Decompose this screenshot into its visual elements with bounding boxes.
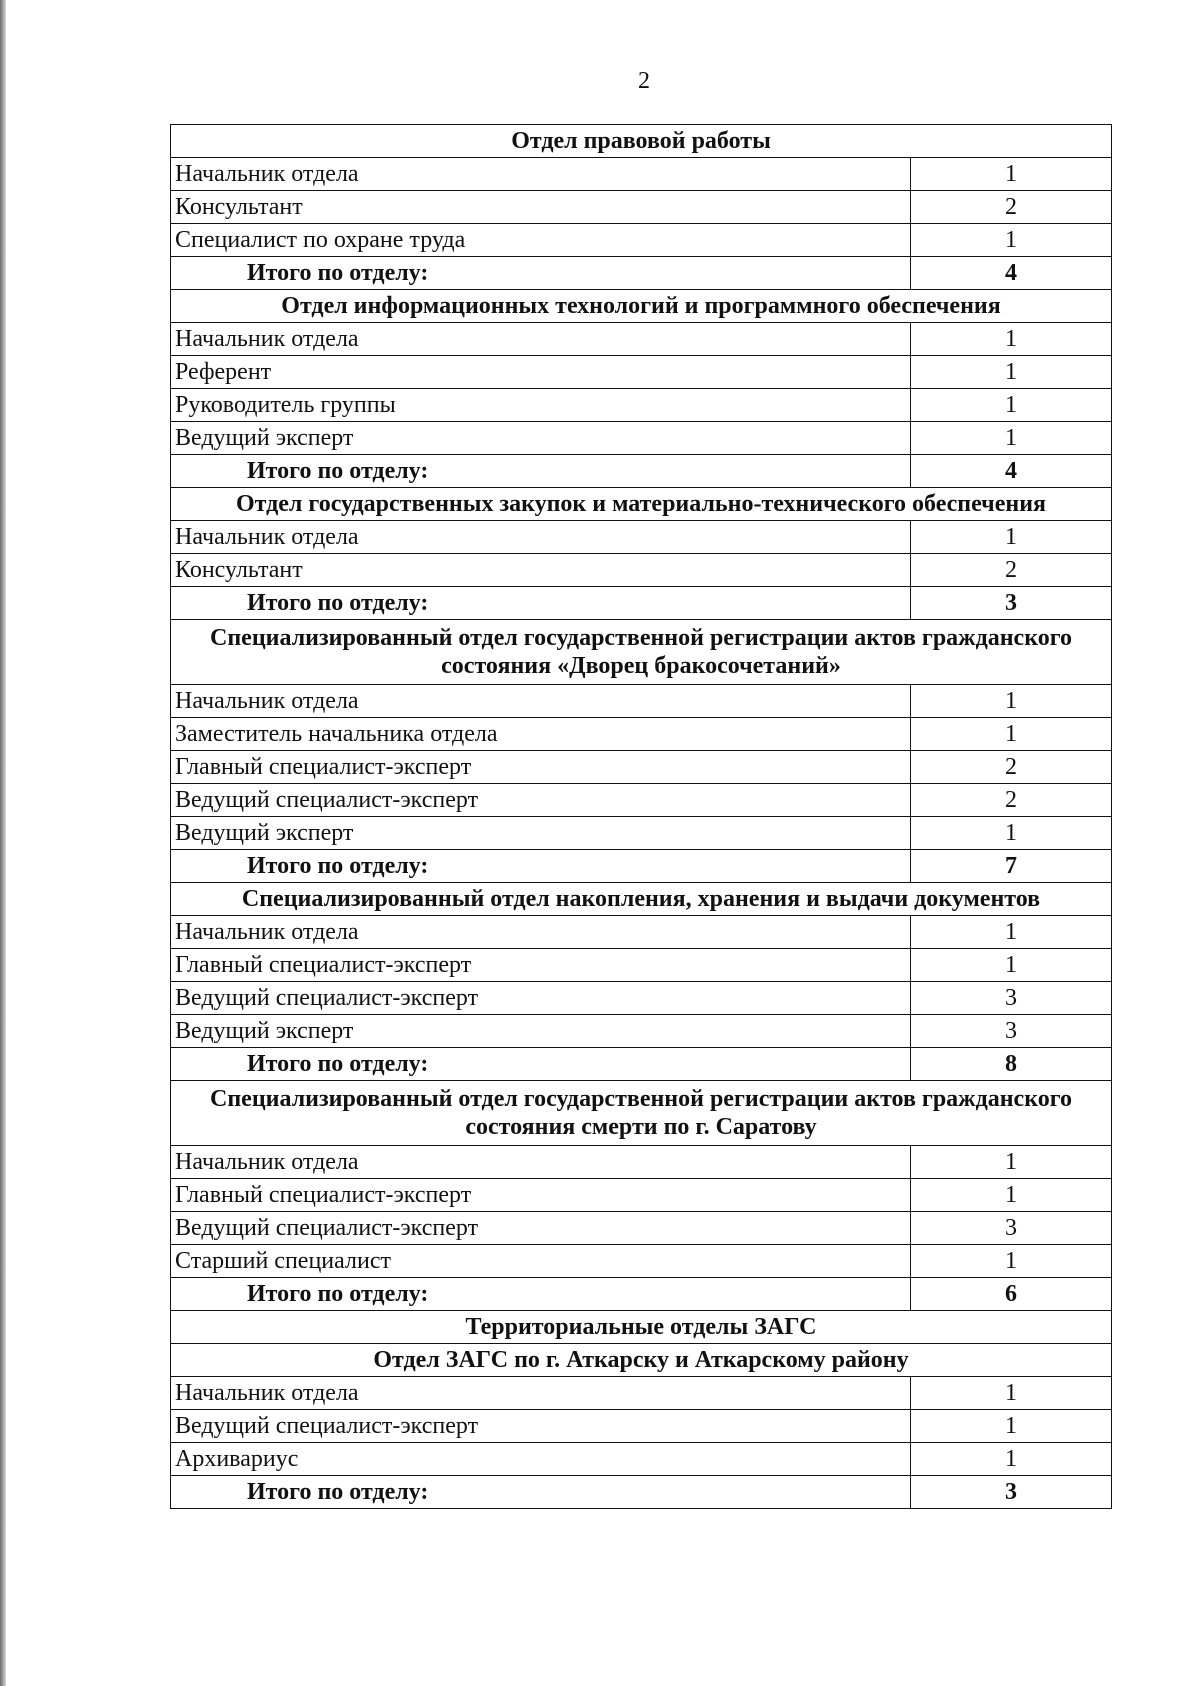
table-row [171,784,1112,817]
department-title: Специализированный отдел государственной регистрации актов гражданского состояния смерти по г. Саратову [171,1081,1112,1146]
total-label: Итого по отделу: [171,1278,911,1311]
department-title: Отдел ЗАГС по г. Аткарску и Аткарскому району [171,1344,1112,1377]
count-cell: 1 [911,1377,1112,1410]
position-cell: Начальник отдела [171,1146,911,1179]
table-row [171,751,1112,784]
territorial-heading: Территориальные отделы ЗАГС [171,1311,1112,1344]
position-cell: Старший специалист [171,1245,911,1278]
department-header-row [171,1081,1112,1146]
table-row [171,1377,1112,1410]
total-label: Итого по отделу: [171,1048,911,1081]
department-title: Отдел информационных технологий и программного обеспечения [171,290,1112,323]
count-cell: 1 [911,356,1112,389]
table-row [171,422,1112,455]
position-cell: Главный специалист-эксперт [171,949,911,982]
position-cell: Ведущий специалист-эксперт [171,1212,911,1245]
table-row [171,389,1112,422]
total-label: Итого по отделу: [171,1476,911,1509]
table-row [171,817,1112,850]
count-cell: 1 [911,389,1112,422]
position-cell: Начальник отдела [171,1377,911,1410]
total-count: 7 [911,850,1112,883]
department-header-row [171,488,1112,521]
page-number: 2 [638,68,650,94]
table-row [171,356,1112,389]
count-cell: 2 [911,784,1112,817]
department-header-row [171,620,1112,685]
count-cell: 2 [911,191,1112,224]
count-cell: 1 [911,685,1112,718]
table-row [171,1146,1112,1179]
position-cell: Референт [171,356,911,389]
table-row [171,191,1112,224]
department-total-row [171,1278,1112,1311]
table-row [171,323,1112,356]
count-cell: 1 [911,158,1112,191]
table-row [171,224,1112,257]
total-count: 6 [911,1278,1112,1311]
position-cell: Архивариус [171,1443,911,1476]
count-cell: 1 [911,718,1112,751]
total-label: Итого по отделу: [171,257,911,290]
department-total-row [171,455,1112,488]
total-label: Итого по отделу: [171,587,911,620]
position-cell: Главный специалист-эксперт [171,1179,911,1212]
count-cell: 3 [911,1212,1112,1245]
department-total-row [171,1048,1112,1081]
table-row [171,718,1112,751]
department-total-row [171,587,1112,620]
position-cell: Начальник отдела [171,323,911,356]
position-cell: Начальник отдела [171,521,911,554]
department-title: Отдел правовой работы [171,125,1112,158]
count-cell: 1 [911,521,1112,554]
total-count: 4 [911,257,1112,290]
table-row [171,554,1112,587]
department-header-row [171,125,1112,158]
table-row [171,1212,1112,1245]
count-cell: 3 [911,982,1112,1015]
count-cell: 1 [911,323,1112,356]
table-row [171,949,1112,982]
count-cell: 2 [911,751,1112,784]
position-cell: Консультант [171,191,911,224]
department-header-row [171,883,1112,916]
count-cell: 1 [911,817,1112,850]
table-row [171,982,1112,1015]
table-row [171,916,1112,949]
position-cell: Начальник отдела [171,158,911,191]
department-header-row [171,290,1112,323]
department-title: Специализированный отдел государственной регистрации актов гражданского состояния «Дворец бракосочетаний» [171,620,1112,685]
count-cell: 1 [911,1245,1112,1278]
territorial-heading-row [171,1311,1112,1344]
position-cell: Консультант [171,554,911,587]
scan-edge [0,0,6,1686]
position-cell: Специалист по охране труда [171,224,911,257]
total-label: Итого по отделу: [171,850,911,883]
total-count: 8 [911,1048,1112,1081]
count-cell: 1 [911,1179,1112,1212]
table-row [171,1179,1112,1212]
count-cell: 1 [911,916,1112,949]
position-cell: Ведущий эксперт [171,817,911,850]
count-cell: 1 [911,1410,1112,1443]
count-cell: 1 [911,949,1112,982]
position-cell: Главный специалист-эксперт [171,751,911,784]
table-row [171,1245,1112,1278]
department-total-row [171,1476,1112,1509]
count-cell: 3 [911,1015,1112,1048]
department-title: Отдел государственных закупок и материально-технического обеспечения [171,488,1112,521]
count-cell: 1 [911,224,1112,257]
total-count: 3 [911,587,1112,620]
position-cell: Ведущий специалист-эксперт [171,784,911,817]
position-cell: Ведущий эксперт [171,422,911,455]
total-label: Итого по отделу: [171,455,911,488]
count-cell: 2 [911,554,1112,587]
staff-table [170,124,1112,1509]
table-row [171,521,1112,554]
position-cell: Начальник отдела [171,685,911,718]
table-row [171,158,1112,191]
table-row [171,1410,1112,1443]
table-row [171,1443,1112,1476]
position-cell: Заместитель начальника отдела [171,718,911,751]
department-header-row [171,1344,1112,1377]
position-cell: Ведущий специалист-эксперт [171,982,911,1015]
position-cell: Начальник отдела [171,916,911,949]
table-row [171,1015,1112,1048]
department-total-row [171,850,1112,883]
total-count: 4 [911,455,1112,488]
position-cell: Руководитель группы [171,389,911,422]
table-row [171,685,1112,718]
count-cell: 1 [911,422,1112,455]
department-total-row [171,257,1112,290]
total-count: 3 [911,1476,1112,1509]
department-title: Специализированный отдел накопления, хранения и выдачи документов [171,883,1112,916]
position-cell: Ведущий специалист-эксперт [171,1410,911,1443]
position-cell: Ведущий эксперт [171,1015,911,1048]
count-cell: 1 [911,1443,1112,1476]
count-cell: 1 [911,1146,1112,1179]
